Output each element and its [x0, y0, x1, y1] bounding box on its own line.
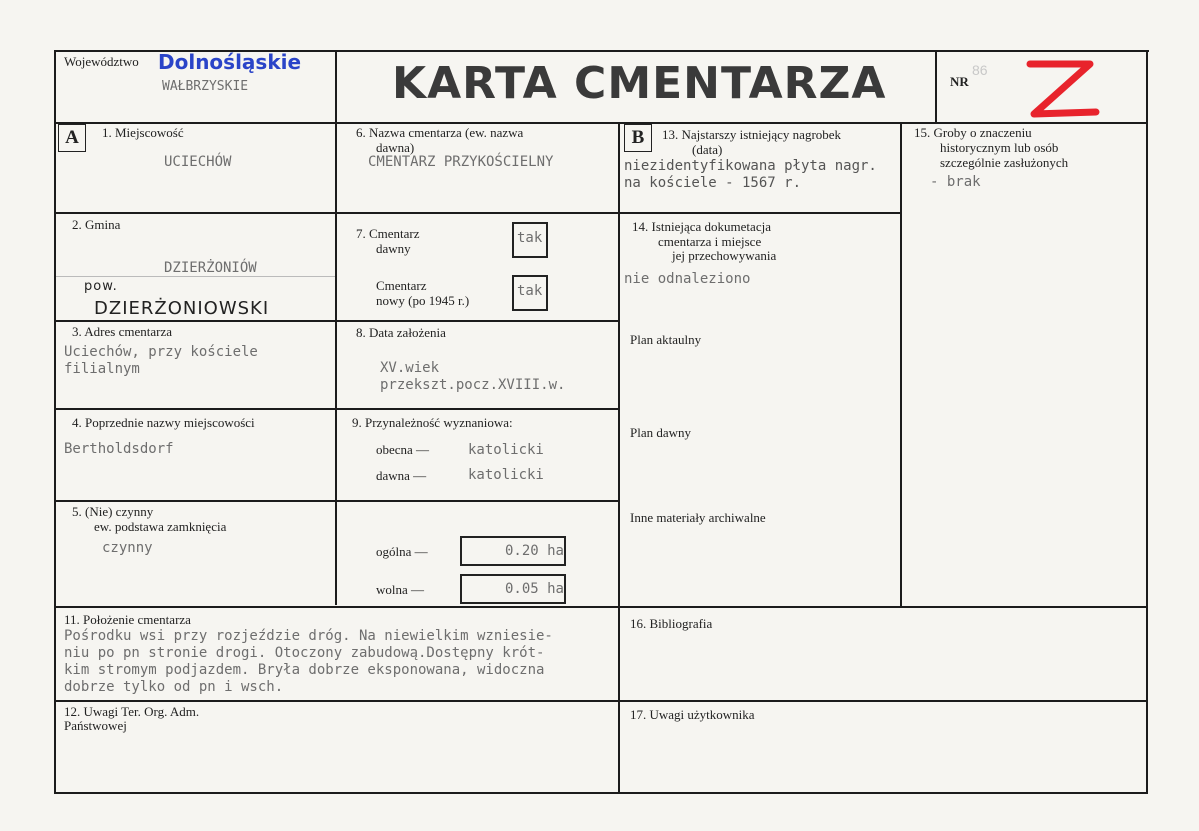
field-2-rule: [56, 276, 335, 277]
field-10-ogolna-box: [460, 536, 566, 566]
field-7-nowy-box: [512, 275, 548, 311]
field-9-label: 9. Przynależność wyznaniowa:: [352, 415, 513, 430]
field-7-dawny-value: tak: [517, 230, 543, 246]
inne-materialy-label: Inne materiały archiwalne: [630, 510, 766, 525]
field-10-wolna-value: 0.05 ha: [504, 581, 564, 597]
field-6-sublabel: dawna): [376, 140, 415, 155]
field-16-label: 16. Bibliografia: [630, 616, 713, 631]
field-14-label-2: cmentarza i miejsce: [658, 234, 762, 249]
field-5-sublabel: ew. podstawa zamknięcia: [94, 519, 227, 534]
divider-v3: [900, 122, 902, 608]
field-1-value: UCIECHÓW: [164, 154, 232, 170]
field-7-nowy-sublabel: nowy (po 1945 r.): [376, 293, 470, 308]
divider-h14: [620, 212, 902, 214]
field-15-label: 15. Groby o znaczeniu: [914, 125, 1032, 140]
divider-h2b: [337, 320, 620, 322]
field-7-nowy-value: tak: [517, 283, 543, 299]
field-4-label: 4. Poprzednie nazwy miejscowości: [72, 415, 255, 430]
field-3-label: 3. Adres cmentarza: [72, 324, 172, 339]
wojewodztwo-label: Województwo: [64, 54, 139, 69]
divider-h2a: [54, 320, 337, 322]
divider-h4: [54, 500, 620, 502]
plan-dawny-label: Plan dawny: [630, 425, 692, 440]
field-2-value: DZIERŻONIÓW: [164, 260, 257, 276]
divider-h6: [54, 700, 1148, 702]
frame-bottom: [54, 792, 1148, 794]
field-13-label: 13. Najstarszy istniejący nagrobek: [662, 127, 842, 142]
field-1-label: 1. Miejscowość: [102, 125, 184, 140]
field-11-label: 11. Położenie cmentarza: [64, 612, 191, 627]
divider-v-nr: [935, 50, 937, 124]
frame-right: [1146, 50, 1148, 794]
field-10-wolna-box: [460, 574, 566, 604]
field-5-label: 5. (Nie) czynny: [72, 504, 154, 519]
field-13-value: niezidentyfikowana płyta nagr. na kościele - 1567 r.: [624, 158, 877, 191]
field-7-dawny-sublabel: dawny: [376, 241, 411, 256]
field-3-value: Uciechów, przy kościele filialnym: [64, 344, 258, 377]
field-8-value: XV.wiek przekszt.pocz.XVIII.w.: [380, 360, 566, 393]
field-7-dawny-label: 7. Cmentarz: [356, 226, 420, 241]
field-4-value: Bertholdsdorf: [64, 441, 174, 457]
field-9-dawna-value: katolicki: [468, 467, 544, 483]
field-2-hand-value: DZIERŻONIOWSKI: [94, 298, 270, 319]
divider-v2: [618, 122, 620, 792]
divider-h5: [54, 606, 1148, 608]
frame-left: [54, 50, 56, 794]
nr-label: NR: [950, 74, 969, 89]
field-17-label: 17. Uwagi użytkownika: [630, 707, 755, 722]
field-9-obecna-label: obecna —: [376, 442, 430, 457]
card-title: KARTA CMENTARZA: [392, 58, 887, 109]
divider-h3: [54, 408, 620, 410]
field-9-dawna-label: dawna —: [376, 468, 427, 483]
field-10-wolna-label: wolna —: [376, 582, 425, 597]
divider-header: [54, 122, 1148, 124]
section-b-letter: B: [624, 124, 652, 152]
wojewodztwo-typed: WAŁBRZYSKIE: [162, 79, 249, 94]
field-11-value: Pośrodku wsi przy rozjeździe dróg. Na niewielkim wzniesie- niu po pn stronie drogi. Otoczony zabudową.Dostępny krót- kim stromym podjazdem. Bryła dobrze eksponowana, widoczna dobrze tylko od pn i wsch.: [64, 628, 553, 695]
nr-letter-z: [1020, 54, 1100, 122]
field-15-label-3: szczególnie zasłużonych: [940, 155, 1069, 170]
field-8-label: 8. Data założenia: [356, 325, 446, 340]
field-2-label: 2. Gmina: [72, 217, 121, 232]
field-10-ogolna-value: 0.20 ha: [504, 543, 564, 559]
nr-value: 86: [972, 62, 988, 78]
field-15-label-2: historycznym lub osób: [940, 140, 1059, 155]
field-14-label: 14. Istniejąca dokumetacja: [632, 219, 771, 234]
field-9-obecna-value: katolicki: [468, 442, 544, 458]
section-a-letter: A: [58, 124, 86, 152]
field-10-ogolna-label: ogólna —: [376, 544, 428, 559]
field-6-label: 6. Nazwa cmentarza (ew. nazwa: [356, 125, 524, 140]
field-6-value: CMENTARZ PRZYKOŚCIELNY: [368, 154, 554, 170]
divider-h1: [54, 212, 620, 214]
divider-v1: [335, 50, 337, 605]
field-12-sublabel: Państwowej: [64, 718, 127, 733]
field-12-label: 12. Uwagi Ter. Org. Adm.: [64, 704, 200, 719]
field-7-dawny-box: [512, 222, 548, 258]
field-2-hand-prefix: pow.: [84, 279, 118, 294]
field-5-value: czynny: [102, 540, 153, 556]
field-14-label-3: jej przechowywania: [672, 248, 777, 263]
field-13-sublabel: (data): [692, 142, 723, 157]
wojewodztwo-stamp: Dolnośląskie: [158, 50, 302, 74]
field-15-value: - brak: [930, 174, 981, 190]
field-7-nowy-label: Cmentarz: [376, 278, 427, 293]
field-14-value: nie odnaleziono: [624, 271, 751, 287]
plan-aktualny-label: Plan aktaulny: [630, 332, 702, 347]
